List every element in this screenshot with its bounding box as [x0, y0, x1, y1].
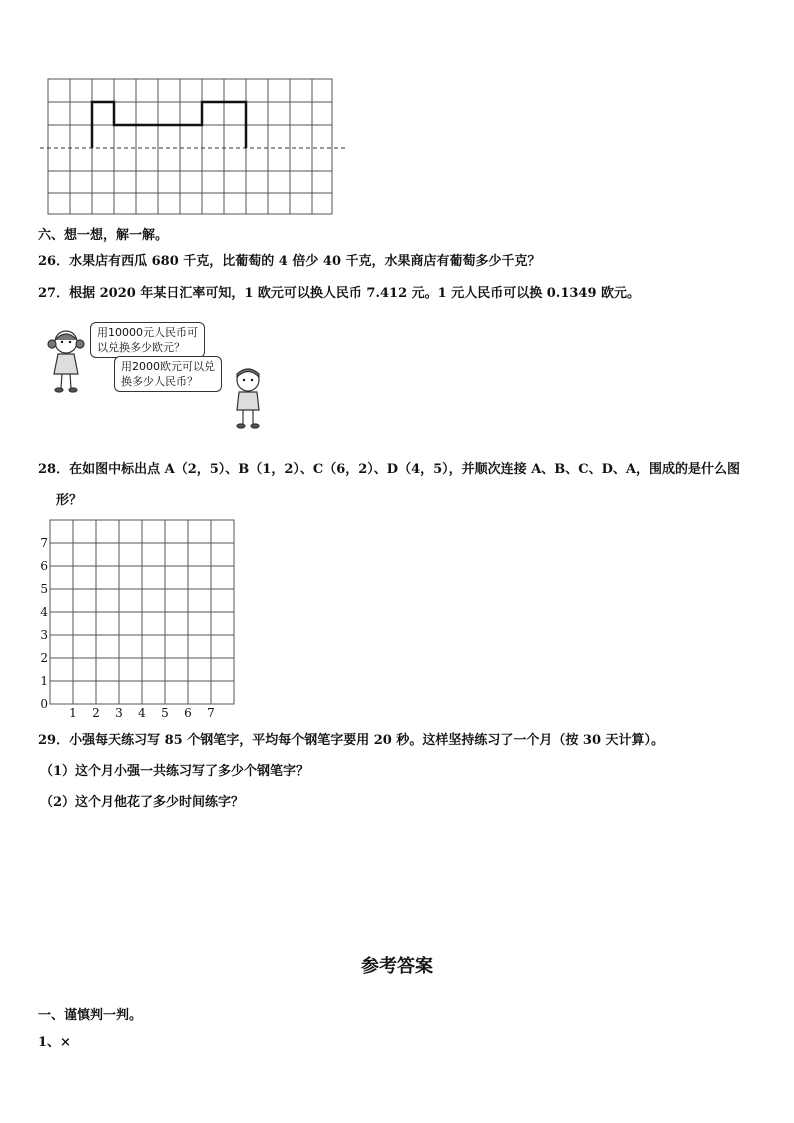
- top-grid-figure: [40, 78, 345, 218]
- answers-title: 参考答案: [361, 956, 433, 977]
- question-29-part-2: （2）这个月他花了多少时间练字？: [40, 795, 245, 810]
- x-tick-6: 6: [184, 706, 192, 720]
- coordinate-grid: [36, 518, 240, 722]
- girl-speech-bubble: [90, 322, 205, 358]
- x-tick-4: 4: [138, 706, 146, 720]
- question-29-part-1: （1）这个月小强一共练习写了多少个钢笔字？: [40, 764, 310, 779]
- section-6-heading: 六、想一想，解一解。: [38, 228, 169, 243]
- question-27: 27．根据 2020 年某日汇率可知，1 欧元可以换人民币 7.412 元。1 元人民币可以换 0.1349 欧元。: [38, 286, 641, 301]
- y-tick-4: 4: [40, 605, 48, 619]
- y-tick-1: 1: [40, 674, 48, 688]
- girl-bubble-line-1: 用10000元人民币可: [97, 326, 198, 339]
- y-tick-0: 0: [40, 697, 48, 711]
- question-26: 26．水果店有西瓜 680 千克，比葡萄的 4 倍少 40 千克，水果商店有葡萄多少千克？: [38, 254, 541, 269]
- boy-bubble-line-2: 换多少人民币？: [121, 375, 198, 388]
- y-tick-6: 6: [40, 559, 48, 573]
- x-tick-1: 1: [69, 706, 77, 720]
- x-tick-3: 3: [115, 706, 123, 720]
- x-tick-7: 7: [207, 706, 215, 720]
- x-tick-5: 5: [161, 706, 169, 720]
- question-28-line-2: 形？: [56, 493, 83, 508]
- y-tick-2: 2: [40, 651, 48, 665]
- y-tick-5: 5: [40, 582, 48, 596]
- question-28-line-1: 28．在如图中标出点 A（2，5）、B（1，2）、C（6，2）、D（4，5），并顺次连接 A、B、C、D、A，围成的是什么图: [38, 462, 740, 477]
- answers-section-1-heading: 一、谨慎判一判。: [38, 1008, 143, 1023]
- boy-illustration: [228, 366, 268, 430]
- y-tick-3: 3: [40, 628, 48, 642]
- boy-speech-bubble: [114, 356, 222, 392]
- girl-bubble-line-2: 以兑换多少欧元？: [97, 341, 185, 354]
- boy-bubble-line-1: 用2000欧元可以兑: [121, 360, 215, 373]
- y-tick-7: 7: [40, 536, 48, 550]
- x-tick-2: 2: [92, 706, 100, 720]
- answer-1: 1、×: [38, 1035, 71, 1050]
- girl-illustration: [46, 328, 86, 394]
- question-29: 29．小强每天练习写 85 个钢笔字，平均每个钢笔字要用 20 秒。这样坚持练习了一个月（按 30 天计算）。: [38, 733, 665, 748]
